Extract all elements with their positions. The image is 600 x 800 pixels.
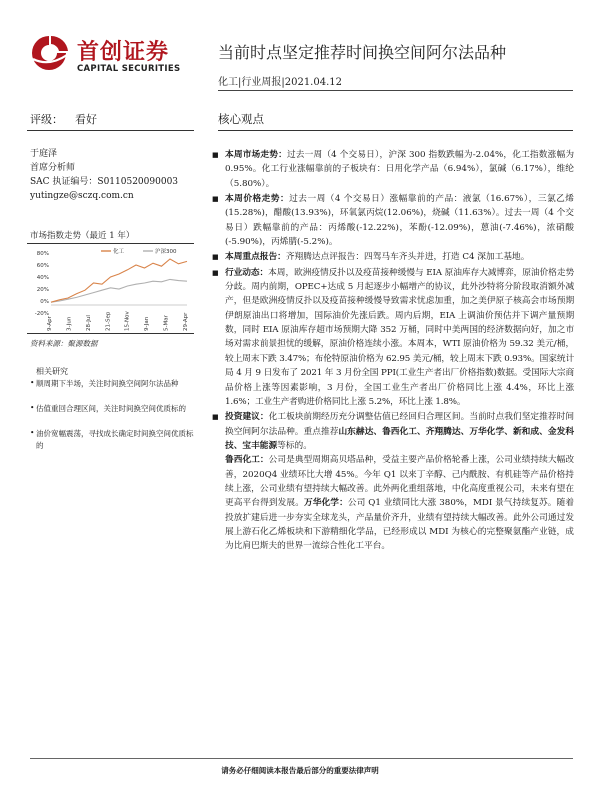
- related-research-title: 相关研究: [36, 367, 68, 376]
- rating: [30, 111, 97, 127]
- series-line: [51, 279, 187, 302]
- luxi-paragraph: [212, 453, 574, 553]
- investment-advice-text: 化工板块前期经历充分调整估值已经回归合理区间。当前时点我们坚定推荐时间换空间阿尔法品种。重点推荐: [225, 412, 575, 437]
- x-tick-label: 5-Mar: [163, 315, 170, 331]
- y-tick-label: 20%: [36, 287, 49, 293]
- analyst-role: 首席分析师: [30, 163, 76, 173]
- rating-value: 看好: [75, 113, 97, 126]
- chart-top-rule: [27, 243, 194, 244]
- investment-advice-label: 投资建议：: [225, 412, 269, 423]
- industry-news-paragraph: [212, 266, 574, 409]
- market-index-chart: [27, 245, 194, 333]
- legend-entry: 沪深300: [155, 249, 177, 255]
- key-report-paragraph: [212, 250, 574, 264]
- rating-label: 评级：: [30, 113, 63, 126]
- x-tick-label: 28-Jul: [85, 315, 92, 331]
- related-item[interactable]: 估值重回合理区间，关注时间换空间优质标的: [36, 404, 186, 413]
- recommended-stocks: 山东赫达、鲁西化工、齐翔腾达、万华化学、新和成、金发科技、宝丰能源: [225, 426, 575, 451]
- report-title: 当前时点坚定推荐时间换空间阿尔法品种: [218, 43, 507, 62]
- chart-bottom-rule: [27, 333, 194, 334]
- wanhua-text: 公司 Q1 业绩同比大涨 380%，MDI 景气持续复苏。随着投放扩建后进一步夯实全球龙头，产品量价齐升，业绩有望持续大幅改善。此外公司通过发展上游石化乙烯板块和下游精细化学品，已经形成以 MDI 为核心的完整聚氨酯产业链，成为比肩巴斯夫的世界一流综合性化工平台。: [225, 498, 575, 552]
- x-tick-label: 29-Apr: [183, 312, 189, 331]
- luxi-text: 公司是典型周期高贝塔品种，受益主要产品价格轮番上涨，公司业绩持续大幅改善，2020Q4 业绩环比大增 45%。今年 Q1 以来丁辛醇、己内酰胺、有机硅等产品价格持续上涨，公司业绩有望持续大幅改善。此外两化重组落地，中化高度重视公司，未来有望在更高平台得到发展。: [225, 455, 575, 509]
- x-tick-label: 9-Jan: [144, 316, 151, 331]
- related-item[interactable]: 顺周期下半场，关注时间换空间阿尔法品种: [36, 379, 179, 388]
- rating-divider: [27, 130, 194, 131]
- bullet-icon: •: [30, 428, 35, 437]
- logo-mark-icon: [27, 33, 71, 73]
- report-subtitle: 化工|行业周报|2021.04.12: [218, 77, 342, 88]
- industry-news-label: 行业动态：: [225, 267, 269, 278]
- related-item[interactable]: 油价宽幅震荡，寻找成长确定时间换空间优质标的: [36, 429, 194, 450]
- price-trend-text: 过去一周（4 个交易日）涨幅靠前的产品：液氯（16.67%），三氯乙烯(15.28%)，醋酸(13.93%)，环氧氯丙烷(12.06%)，烧碱（11.63%）。过去一周（4 个交易日）跌幅靠前的产品：丙烯酸(-12.22%)，苯酚(-12.09%)，蒽油(-7.46%)，浓硝酸(-5.90%)，丙烯腈(-5.2%)。: [225, 194, 574, 248]
- y-tick-label: 80%: [36, 251, 49, 257]
- analyst-email[interactable]: yutingze@sczq.com.cn: [30, 191, 134, 201]
- x-tick-label: 9-Apr: [47, 316, 53, 331]
- y-tick-label: -20%: [34, 311, 49, 317]
- core-views-title: 核心观点: [218, 112, 264, 126]
- luxi-label: 鲁西化工：: [225, 455, 269, 466]
- market-trend-text: 过去一周（4 个交易日），沪深 300 指数跌幅为-2.04%，化工指数涨幅为 0.95%。化工行业涨幅靠前的子板块有：日用化学产品（6.94%），氯碱（6.17%），维纶（5.80%）。: [225, 150, 575, 189]
- company-logo: [27, 33, 197, 81]
- core-views-body: [212, 148, 574, 554]
- chart-title: 市场指数走势（最近 1 年）: [30, 231, 135, 241]
- market-trend-paragraph: [212, 148, 574, 191]
- y-tick-label: 40%: [36, 275, 49, 281]
- x-tick-label: 21-Sep: [105, 311, 112, 331]
- y-tick-label: 0%: [40, 299, 49, 305]
- wanhua-label: 万华化学：: [303, 498, 348, 509]
- analyst-sac: SAC 执证编号：S0110520090003: [30, 177, 179, 187]
- legal-disclaimer-footer: 请务必仔细阅读本报告最后部分的重要法律声明: [221, 766, 379, 775]
- bullet-icon: •: [30, 378, 35, 387]
- key-report-label: 本周重点报告：: [225, 252, 286, 263]
- x-tick-label: 15-Nov: [124, 311, 131, 331]
- header-divider: [218, 90, 573, 91]
- bullet-icon: •: [30, 403, 35, 412]
- footer-divider: [30, 758, 573, 759]
- investment-advice-tail: 等标的。: [277, 440, 312, 451]
- y-tick-label: 60%: [36, 263, 49, 269]
- chart-source: 资料来源：聚源数据: [30, 339, 98, 348]
- legend-entry: 化工: [113, 249, 125, 255]
- industry-news-text: 本周，欧洲疫情反扑以及疫苗接种缓慢与 EIA 原油库存大减博弈，原油价格走势分歧。周内前期，OPEC+达成 5 月起逐步小幅增产的协议，此外沙特将分阶段取消额外减产，但是欧洲疫情反扑以及疫苗接种缓慢导致需求忧虑加重，加之美伊原子核高会市场预期伊朗原油出口将增加，国际油价先涨后跌。周内后期，EIA 上调油价预估并下调产量预期数，同时 EIA 原油库存超市场预期大降 352 万桶，同时中美两国的经济数据向好，加之市场对需求前景担忧的缓解，原油价格连续小涨。本周本，WTI 原油价格为 59.32 美元/桶，较上周末下跌 3.47%；布伦特原油价格为 62.95 美元/桶，较上周末下跌 0.93%。国家统计局 4 月 9 日发布了 2021 年 3 月份全国 PPI(工业生产者出厂价格指数)数据。受国际大宗商品价格上涨等因素影响，3 月份，全国工业生产者出厂价格同比上涨 4.4%，环比上涨 1.6%；工业生产者购进价格同比上涨 5.2%，环比上涨 1.8%。: [225, 267, 574, 407]
- logo-text-cn: 首创证券: [77, 40, 170, 65]
- price-trend-paragraph: [212, 192, 574, 249]
- analyst-name: 于庭泽: [30, 149, 58, 159]
- investment-advice-paragraph: [212, 410, 574, 453]
- market-trend-label: 本周市场走势：: [225, 150, 287, 160]
- key-report-text: 齐翔腾达点评报告：四驾马车齐头并进，打造 C4 深加工基地。: [285, 252, 530, 263]
- logo-text-en: CAPITAL SECURITIES: [77, 64, 181, 74]
- x-tick-label: 3-Jun: [66, 316, 73, 331]
- core-views-divider: [218, 130, 573, 131]
- price-trend-label: 本周价格走势：: [225, 194, 290, 205]
